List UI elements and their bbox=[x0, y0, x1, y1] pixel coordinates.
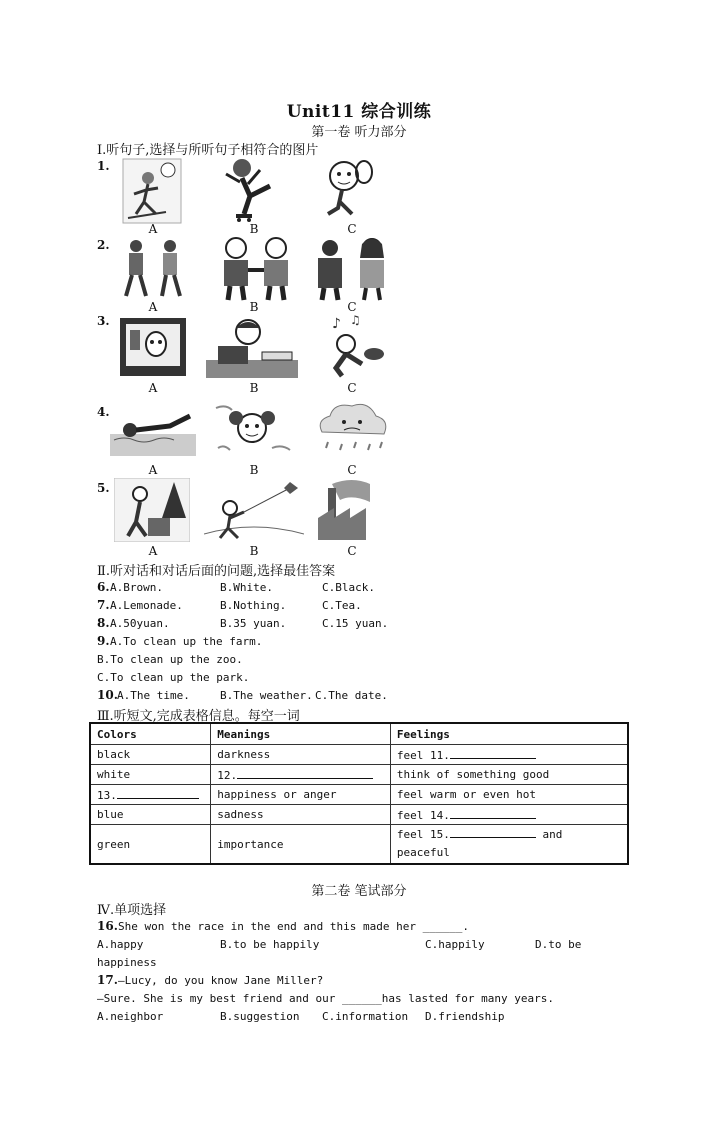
svg-text:♫: ♫ bbox=[350, 314, 361, 327]
volume-heading-listening: 第一卷 听力部分 bbox=[311, 125, 407, 140]
picture-5b-kite-flying bbox=[204, 478, 304, 542]
table-cell bbox=[390, 745, 628, 765]
picture-2b-handshake bbox=[216, 236, 296, 302]
picture-5a-winter-scene bbox=[114, 478, 190, 542]
option-label: A bbox=[148, 381, 158, 395]
cell-text: feel 11. bbox=[396, 748, 450, 762]
option-a: A.To clean up the farm. bbox=[110, 635, 263, 648]
cell-text: peaceful bbox=[396, 846, 450, 859]
answer-blank-11[interactable] bbox=[450, 748, 536, 759]
option-b: B.To clean up the zoo. bbox=[97, 653, 243, 666]
option-label: C bbox=[347, 544, 357, 558]
option-label: A bbox=[148, 544, 158, 558]
table-header-row bbox=[90, 723, 628, 745]
table-cell: green bbox=[90, 825, 211, 865]
picture-2c-man-and-woman bbox=[312, 236, 392, 302]
question-number: 17. bbox=[97, 973, 118, 987]
question-number: 1. bbox=[97, 159, 110, 173]
column-header-feelings: Feelings bbox=[390, 723, 628, 745]
option-label: B bbox=[249, 300, 259, 314]
cell-text: feel 15. bbox=[396, 828, 450, 841]
answer-blank-12[interactable] bbox=[237, 768, 373, 779]
question-stem: She won the race in the end and this made her ______. bbox=[118, 920, 469, 933]
section-3-heading: Ⅲ.听短文,完成表格信息。每空一词 bbox=[97, 709, 300, 724]
cell-text: and bbox=[542, 828, 563, 841]
color-meaning-table bbox=[89, 722, 629, 865]
answer-blank-14[interactable] bbox=[450, 808, 536, 819]
picture-1b-skater bbox=[220, 156, 282, 222]
table-cell bbox=[390, 825, 628, 865]
table-cell bbox=[390, 805, 628, 825]
section-1-heading: Ⅰ.听句子,选择与所听句子相符合的图片 bbox=[97, 143, 319, 158]
option-b: B.The weather. bbox=[220, 689, 313, 702]
section-2-heading: Ⅱ.听对话和对话后面的问题,选择最佳答案 bbox=[97, 564, 336, 579]
table-cell bbox=[211, 765, 391, 785]
option-a: A.neighbor bbox=[97, 1010, 164, 1023]
table-cell: think of something good bbox=[390, 765, 628, 785]
option-label: B bbox=[249, 381, 259, 395]
table-cell: importance bbox=[211, 825, 391, 865]
table-row bbox=[90, 765, 628, 785]
option-label: B bbox=[249, 544, 259, 558]
table-cell: black bbox=[90, 745, 211, 765]
table-cell: darkness bbox=[211, 745, 391, 765]
question-stem: —Lucy, do you know Jane Miller? bbox=[118, 974, 324, 987]
volume-heading-writing: 第二卷 笔试部分 bbox=[311, 884, 407, 899]
table-row bbox=[90, 805, 628, 825]
question-number: 8. bbox=[97, 616, 110, 630]
question-number: 2. bbox=[97, 238, 110, 252]
option-d: D.to be bbox=[535, 938, 582, 951]
question-number: 5. bbox=[97, 481, 110, 495]
option-label: A bbox=[148, 222, 158, 236]
question-number: 10. bbox=[97, 688, 118, 702]
option-a: A.Lemonade. bbox=[110, 599, 183, 612]
table-cell: happiness or anger bbox=[211, 785, 391, 805]
option-label: A bbox=[148, 300, 158, 314]
option-c: C.happily bbox=[425, 938, 485, 951]
option-c: C.Tea. bbox=[322, 599, 362, 612]
picture-4a-swimmer bbox=[110, 400, 196, 460]
column-header-meanings: Meanings bbox=[211, 723, 391, 745]
question-number: 16. bbox=[97, 919, 118, 933]
option-d-continued: happiness bbox=[97, 956, 157, 969]
column-header-colors: Colors bbox=[90, 723, 211, 745]
option-b: B.White. bbox=[220, 581, 273, 594]
option-label: A bbox=[148, 463, 158, 477]
table-cell: blue bbox=[90, 805, 211, 825]
table-row bbox=[90, 745, 628, 765]
table-cell: white bbox=[90, 765, 211, 785]
cell-text: 12. bbox=[217, 768, 238, 782]
option-c: C.The date. bbox=[315, 689, 388, 702]
option-label: B bbox=[249, 463, 259, 477]
table-cell bbox=[90, 785, 211, 805]
option-label: C bbox=[347, 463, 357, 477]
option-label: C bbox=[347, 381, 357, 395]
picture-4c-sad-rain-cloud bbox=[312, 398, 392, 462]
question-number: 9. bbox=[97, 634, 110, 648]
option-b: B.Nothing. bbox=[220, 599, 287, 612]
option-a: A.happy bbox=[97, 938, 144, 951]
picture-3a-tv-screen bbox=[118, 316, 188, 380]
option-a: A.The time. bbox=[117, 689, 190, 702]
section-4-heading: Ⅳ.单项选择 bbox=[97, 903, 167, 918]
question-number: 6. bbox=[97, 580, 110, 594]
option-c: C.To clean up the park. bbox=[97, 671, 250, 684]
option-c: C.information bbox=[322, 1010, 409, 1023]
picture-4b-girl-in-wind bbox=[212, 398, 292, 462]
option-label: C bbox=[347, 300, 357, 314]
answer-blank-15[interactable] bbox=[450, 827, 536, 838]
cell-text: 13. bbox=[97, 788, 117, 802]
table-row bbox=[90, 825, 628, 865]
picture-2a-two-people-walking bbox=[120, 236, 190, 302]
picture-3b-person-at-laptop bbox=[206, 316, 298, 380]
question-number: 7. bbox=[97, 598, 110, 612]
option-c: C.15 yuan. bbox=[322, 617, 389, 630]
page-title: Unit11 综合训练 bbox=[286, 102, 432, 122]
picture-1a-skier bbox=[122, 158, 182, 224]
table-row bbox=[90, 785, 628, 805]
option-b: B.suggestion bbox=[220, 1010, 300, 1023]
option-label: C bbox=[347, 222, 357, 236]
question-number: 3. bbox=[97, 314, 110, 328]
option-c: C.Black. bbox=[322, 581, 375, 594]
picture-5c-factory bbox=[318, 478, 384, 542]
option-a: A.Brown. bbox=[110, 581, 163, 594]
option-label: B bbox=[249, 222, 259, 236]
option-a: A.50yuan. bbox=[110, 617, 170, 630]
table-cell: feel warm or even hot bbox=[390, 785, 628, 805]
question-number: 4. bbox=[97, 405, 110, 419]
picture-3c-dancer-with-music bbox=[318, 314, 388, 380]
picture-1c-tennis-player bbox=[318, 156, 380, 222]
option-b: B.35 yuan. bbox=[220, 617, 287, 630]
answer-blank-13[interactable] bbox=[117, 788, 199, 799]
svg-text:♪: ♪ bbox=[332, 316, 341, 332]
cell-text: feel 14. bbox=[396, 808, 450, 822]
option-d: D.friendship bbox=[425, 1010, 505, 1023]
table-cell: sadness bbox=[211, 805, 391, 825]
question-stem-reply: —Sure. She is my best friend and our ______has lasted for many years. bbox=[97, 992, 554, 1005]
option-b: B.to be happily bbox=[220, 938, 320, 951]
